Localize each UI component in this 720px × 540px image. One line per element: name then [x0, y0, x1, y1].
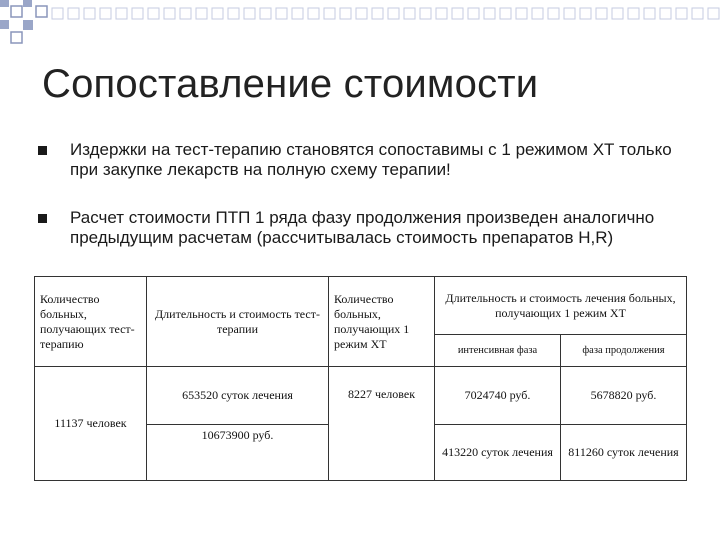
bullet-item-2: [38, 208, 678, 270]
test-patients-count: 11137 человек: [35, 367, 147, 481]
test-cost: 10673900 руб.: [147, 425, 329, 481]
square-bullet-icon: [38, 146, 47, 155]
header-test-patients: Количество больных, получающих тест-терапию: [35, 277, 147, 367]
bullet-item-1: [38, 140, 678, 182]
header-regimen-duration-cost: Длительность и стоимость лечения больных, получающих 1 режим ХТ: [435, 277, 687, 335]
intensive-days: 413220 суток лечения: [435, 425, 561, 481]
cost-comparison-table: [34, 276, 687, 481]
header-continuation-phase: фаза продолжения: [561, 335, 687, 367]
continuation-days: 811260 суток лечения: [561, 425, 687, 481]
bullet-text-2: Расчет стоимости ПТП 1 ряда фазу продолжения произведен аналогично предыдущим расчетам (рассчитывалась стоимость препаратов H,R): [70, 208, 655, 247]
header-intensive-phase: интенсивная фаза: [435, 335, 561, 367]
slide-title: Сопоставление стоимости: [42, 62, 539, 106]
intensive-cost: 7024740 руб.: [435, 367, 561, 425]
header-regimen-patients: Количество больных, получающих 1 режим ХТ: [329, 277, 435, 367]
continuation-cost: 5678820 руб.: [561, 367, 687, 425]
regimen-patients-count: 8227 человек: [329, 367, 435, 481]
header-test-duration-cost: Длительность и стоимость тест-терапии: [147, 277, 329, 367]
test-days: 653520 суток лечения: [147, 367, 329, 425]
decorative-squares: [0, 0, 720, 45]
bullet-text-1: Издержки на тест-терапию становятся сопоставимы с 1 режимом ХТ только при закупке лекарств на полную схему терапии!: [70, 140, 672, 179]
square-bullet-icon: [38, 214, 47, 223]
